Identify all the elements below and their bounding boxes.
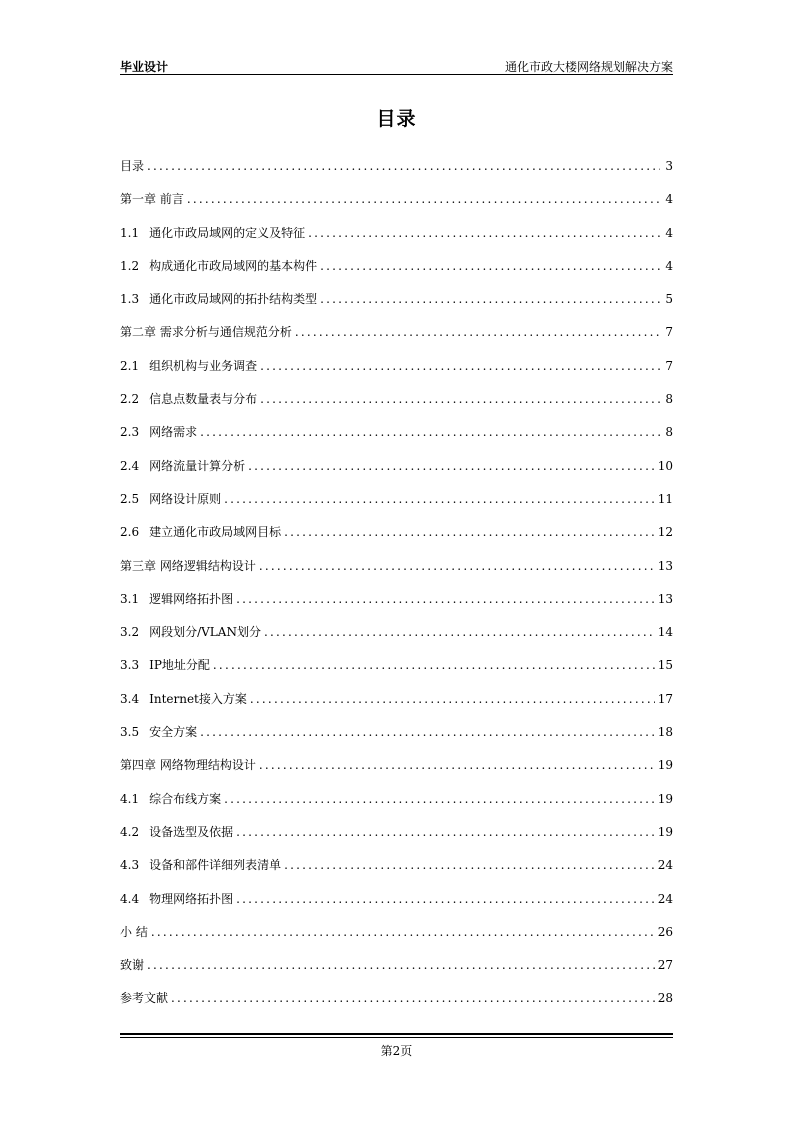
toc-entry-page: 14 bbox=[657, 625, 673, 640]
toc-entry-number: 3.2 bbox=[120, 625, 140, 640]
toc-entry-title: 网段划分/VLAN划分 bbox=[149, 625, 261, 640]
toc-dot-leader bbox=[224, 489, 655, 509]
toc-entry[interactable] bbox=[120, 889, 673, 922]
toc-entry-number: 1.2 bbox=[120, 258, 140, 273]
toc-entry-title: 组织机构与业务调查 bbox=[149, 358, 258, 373]
toc-dot-leader bbox=[147, 955, 655, 975]
toc-entry-number: 3.1 bbox=[120, 591, 140, 606]
toc-entry-title: 第二章 需求分析与通信规范分析 bbox=[120, 325, 292, 340]
toc-dot-leader bbox=[151, 922, 655, 942]
toc-entry-number: 3.3 bbox=[120, 658, 140, 673]
toc-entry-page: 13 bbox=[657, 591, 673, 606]
toc-entry[interactable] bbox=[120, 622, 673, 655]
toc-entry-number: 3.5 bbox=[120, 725, 140, 740]
toc-entry-title: 目录 bbox=[120, 159, 145, 173]
toc-dot-leader bbox=[248, 456, 655, 476]
toc-entry-page: 19 bbox=[657, 824, 673, 839]
toc-dot-leader bbox=[187, 189, 660, 209]
toc-dot-leader bbox=[320, 256, 660, 276]
toc-entry[interactable] bbox=[120, 456, 673, 489]
toc-entry-number: 2.6 bbox=[120, 525, 140, 540]
toc-entry-title: 设备和部件详细列表清单 bbox=[149, 858, 282, 873]
toc-entry-number: 4.3 bbox=[120, 858, 140, 873]
toc-entry[interactable] bbox=[120, 289, 673, 322]
toc-dot-leader bbox=[264, 622, 655, 642]
toc-entry[interactable] bbox=[120, 655, 673, 688]
toc-entry[interactable] bbox=[120, 988, 673, 1021]
toc-dot-leader bbox=[200, 422, 660, 442]
toc-entry-page: 18 bbox=[657, 725, 673, 740]
toc-dot-leader bbox=[224, 789, 655, 809]
toc-entry-title: 致谢 bbox=[120, 958, 145, 973]
toc-dot-leader bbox=[147, 156, 660, 176]
toc-entry-title: 建立通化市政局域网目标 bbox=[149, 525, 282, 540]
toc-dot-leader bbox=[284, 855, 655, 875]
toc-entry[interactable] bbox=[120, 855, 673, 888]
toc-entry-title: 第一章 前言 bbox=[120, 192, 184, 207]
toc-entry-number: 2.3 bbox=[120, 425, 140, 440]
header-right-label: 通化市政大楼网络规划解决方案 bbox=[504, 60, 673, 74]
toc-entry[interactable] bbox=[120, 189, 673, 222]
toc-entry-page: 19 bbox=[657, 791, 673, 806]
toc-entry-page: 24 bbox=[657, 858, 673, 873]
toc-entry[interactable] bbox=[120, 389, 673, 422]
toc-entry[interactable] bbox=[120, 922, 673, 955]
toc-entry[interactable] bbox=[120, 822, 673, 855]
footer-divider-thick bbox=[120, 1033, 673, 1035]
toc-entry-title: 通化市政局域网的定义及特征 bbox=[149, 225, 306, 240]
header-left-label: 毕业设计 bbox=[120, 60, 169, 74]
toc-entry-page: 4 bbox=[665, 258, 673, 273]
toc-entry-page: 15 bbox=[657, 658, 673, 673]
toc-entry-number: 2.1 bbox=[120, 358, 140, 373]
toc-entry-page: 8 bbox=[665, 392, 673, 407]
header-divider bbox=[120, 74, 673, 75]
toc-entry[interactable] bbox=[120, 722, 673, 755]
toc-entry-page: 4 bbox=[665, 192, 673, 207]
toc-entry[interactable] bbox=[120, 589, 673, 622]
toc-entry[interactable] bbox=[120, 755, 673, 788]
toc-entry-title: 综合布线方案 bbox=[149, 791, 222, 806]
toc-dot-leader bbox=[260, 389, 660, 409]
toc-entry-page: 24 bbox=[657, 891, 673, 906]
toc-entry-page: 26 bbox=[657, 924, 673, 939]
toc-entry-page: 8 bbox=[665, 425, 673, 440]
toc-entry-title: 第三章 网络逻辑结构设计 bbox=[120, 558, 256, 573]
toc-entry-number: 1.1 bbox=[120, 225, 140, 240]
toc-dot-leader bbox=[259, 755, 655, 775]
toc-entry[interactable] bbox=[120, 422, 673, 455]
table-of-contents bbox=[120, 156, 673, 1022]
toc-entry-title: Internet接入方案 bbox=[149, 691, 247, 706]
toc-entry-title: 信息点数量表与分布 bbox=[149, 392, 258, 407]
toc-entry-page: 27 bbox=[657, 958, 673, 973]
toc-entry-title: 小 结 bbox=[120, 924, 148, 939]
toc-dot-leader bbox=[171, 988, 655, 1008]
toc-dot-leader bbox=[236, 822, 655, 842]
toc-entry[interactable] bbox=[120, 689, 673, 722]
toc-entry-number: 1.3 bbox=[120, 292, 140, 307]
toc-entry-title: 安全方案 bbox=[149, 725, 198, 740]
toc-entry-number: 4.2 bbox=[120, 824, 140, 839]
footer-divider-thin bbox=[120, 1037, 673, 1038]
toc-entry-number: 2.4 bbox=[120, 458, 140, 473]
toc-entry-page: 10 bbox=[657, 458, 673, 473]
page-title: 目录 bbox=[376, 108, 417, 130]
toc-entry-number: 4.1 bbox=[120, 791, 140, 806]
toc-entry-page: 17 bbox=[657, 691, 673, 706]
toc-dot-leader bbox=[250, 689, 655, 709]
toc-entry-title: 参考文献 bbox=[120, 991, 169, 1006]
toc-entry[interactable] bbox=[120, 356, 673, 389]
page-header bbox=[120, 58, 673, 74]
toc-entry-title: 通化市政局域网的拓扑结构类型 bbox=[149, 292, 318, 307]
toc-entry-page: 5 bbox=[665, 292, 673, 307]
toc-dot-leader bbox=[320, 289, 660, 309]
toc-dot-leader bbox=[295, 322, 660, 342]
toc-entry[interactable] bbox=[120, 256, 673, 289]
toc-entry-title: 第四章 网络物理结构设计 bbox=[120, 758, 256, 773]
toc-entry-title: 网络需求 bbox=[149, 425, 198, 440]
toc-entry-page: 11 bbox=[657, 491, 673, 506]
toc-entry-page: 19 bbox=[657, 758, 673, 773]
toc-entry-title: 网络设计原则 bbox=[149, 491, 222, 506]
toc-entry-page: 4 bbox=[665, 225, 673, 240]
toc-entry-title: 网络流量计算分析 bbox=[149, 458, 246, 473]
toc-entry[interactable] bbox=[120, 156, 673, 189]
toc-entry-title: 物理网络拓扑图 bbox=[149, 891, 234, 906]
toc-entry[interactable] bbox=[120, 322, 673, 355]
toc-dot-leader bbox=[200, 722, 655, 742]
toc-entry[interactable] bbox=[120, 522, 673, 555]
toc-entry[interactable] bbox=[120, 556, 673, 589]
toc-entry[interactable] bbox=[120, 789, 673, 822]
toc-entry[interactable] bbox=[120, 955, 673, 988]
page-number: 第2页 bbox=[380, 1044, 413, 1058]
toc-dot-leader bbox=[236, 889, 655, 909]
toc-entry-title: 逻辑网络拓扑图 bbox=[149, 591, 234, 606]
toc-dot-leader bbox=[213, 655, 655, 675]
toc-entry-page: 12 bbox=[657, 525, 673, 540]
toc-entry-page: 13 bbox=[657, 558, 673, 573]
toc-entry-number: 3.4 bbox=[120, 691, 140, 706]
toc-entry-page: 7 bbox=[665, 358, 673, 373]
toc-dot-leader bbox=[236, 589, 655, 609]
toc-entry[interactable] bbox=[120, 223, 673, 256]
toc-entry-number: 2.2 bbox=[120, 392, 140, 407]
toc-dot-leader bbox=[260, 356, 660, 376]
toc-entry-number: 2.5 bbox=[120, 491, 140, 506]
toc-entry-number: 4.4 bbox=[120, 891, 140, 906]
toc-entry-page: 3 bbox=[665, 159, 673, 173]
toc-entry-title: IP地址分配 bbox=[149, 658, 210, 673]
toc-dot-leader bbox=[308, 223, 660, 243]
toc-entry[interactable] bbox=[120, 489, 673, 522]
toc-entry-title: 设备选型及依据 bbox=[149, 824, 234, 839]
toc-entry-title: 构成通化市政局域网的基本构件 bbox=[149, 258, 318, 273]
toc-entry-page: 7 bbox=[665, 325, 673, 340]
toc-dot-leader bbox=[284, 522, 655, 542]
toc-entry-page: 28 bbox=[657, 991, 673, 1006]
toc-dot-leader bbox=[259, 556, 655, 576]
